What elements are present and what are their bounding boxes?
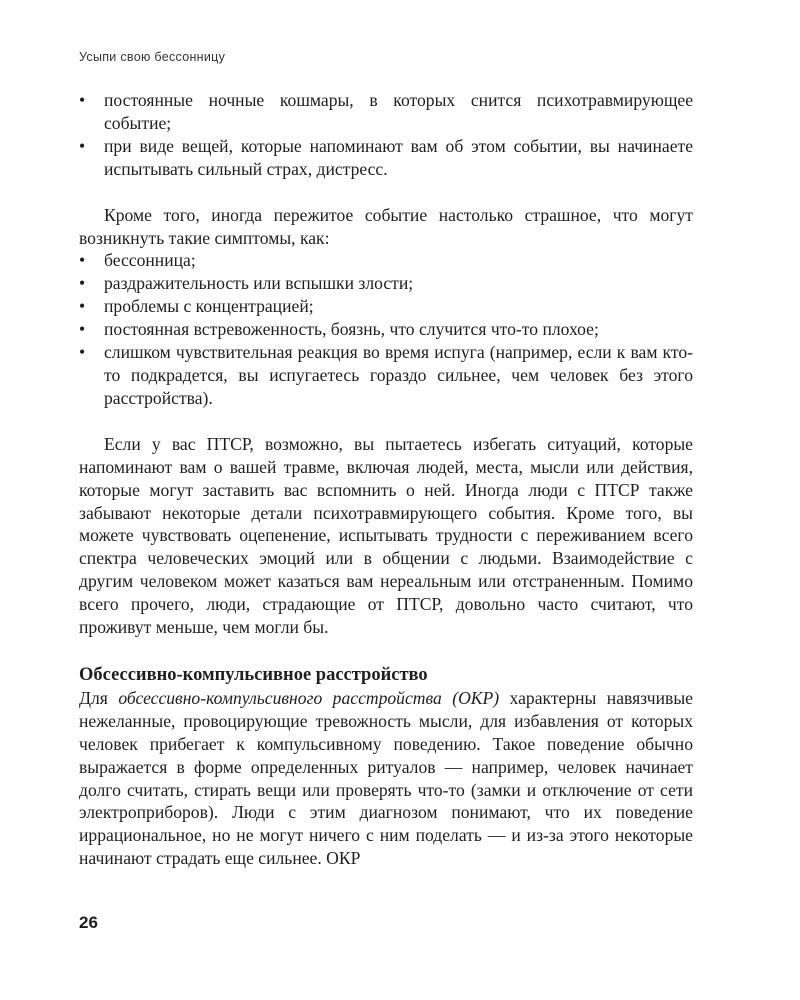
list-item: • проблемы с концентрацией;	[79, 295, 693, 318]
list-item: • бессонница;	[79, 249, 693, 272]
paragraph-ocd	[79, 687, 693, 870]
running-head: Усыпи свою бессонницу	[79, 50, 226, 64]
list-item: • постоянные ночные кошмары, в которых снится психотравмирующее событие;	[79, 89, 693, 135]
page-number: 26	[79, 913, 98, 932]
list-item: • раздражительность или вспышки злости;	[79, 272, 693, 295]
symptom-list-nightmares	[79, 89, 693, 181]
page-body	[79, 89, 693, 870]
symptom-list-general	[79, 249, 693, 409]
paragraph-ocd-lead: Для	[79, 687, 119, 708]
paragraph-ocd-rest: характерны навязчивые нежеланные, провоцирующие тревожность мысли, для избавления от которых человек прибегает к компульсивному поведению. Такое поведение обычно выражается в форме определенных ритуалов — например, человек начинает долго считать, стирать вещи или проверять что-то (замки и отключение от сети электроприборов). Люди с этим диагнозом понимают, что их поведение иррациональное, но не могут ничего с ним поделать — и из-за этого некоторые начинают страдать еще сильнее. ОКР	[79, 687, 693, 869]
section-heading: Обсессивно-компульсивное расстройство	[79, 664, 428, 685]
list-item: • при виде вещей, которые напоминают вам об этом событии, вы начинаете испытывать сильный страх, дистресс.	[79, 135, 693, 181]
paragraph-ocd-term: обсессивно-компульсивного расстройства (ОКР)	[118, 687, 500, 708]
paragraph-intro-symptoms: Кроме того, иногда пережитое событие настолько страшное, что могут возникнуть такие симптомы, как:	[79, 204, 693, 248]
paragraph-ptsd: Если у вас ПТСР, возможно, вы пытаетесь избегать ситуаций, которые напоминают вам о вашей травме, включая людей, места, мысли или действия, которые могут заставить вас вспомнить о ней. Иногда люди с ПТСР также забывают некоторые детали психотравмирующего события. Кроме того, вы можете чувствовать оцепенение, испытывать трудности с переживанием всего спектра человеческих эмоций или в общении с людьми. Взаимодействие с другим человеком может казаться вам нереальным или отстраненным. Помимо всего прочего, люди, страдающие от ПТСР, довольно часто считают, что проживут меньше, чем могли бы.	[79, 433, 693, 638]
list-item: • постоянная встревоженность, боязнь, что случится что-то плохое;	[79, 318, 693, 341]
list-item: • слишком чувствительная реакция во время испуга (например, если к вам кто-то подкрадется, вы испугаетесь гораздо сильнее, чем человек без этого расстройства).	[79, 341, 693, 410]
